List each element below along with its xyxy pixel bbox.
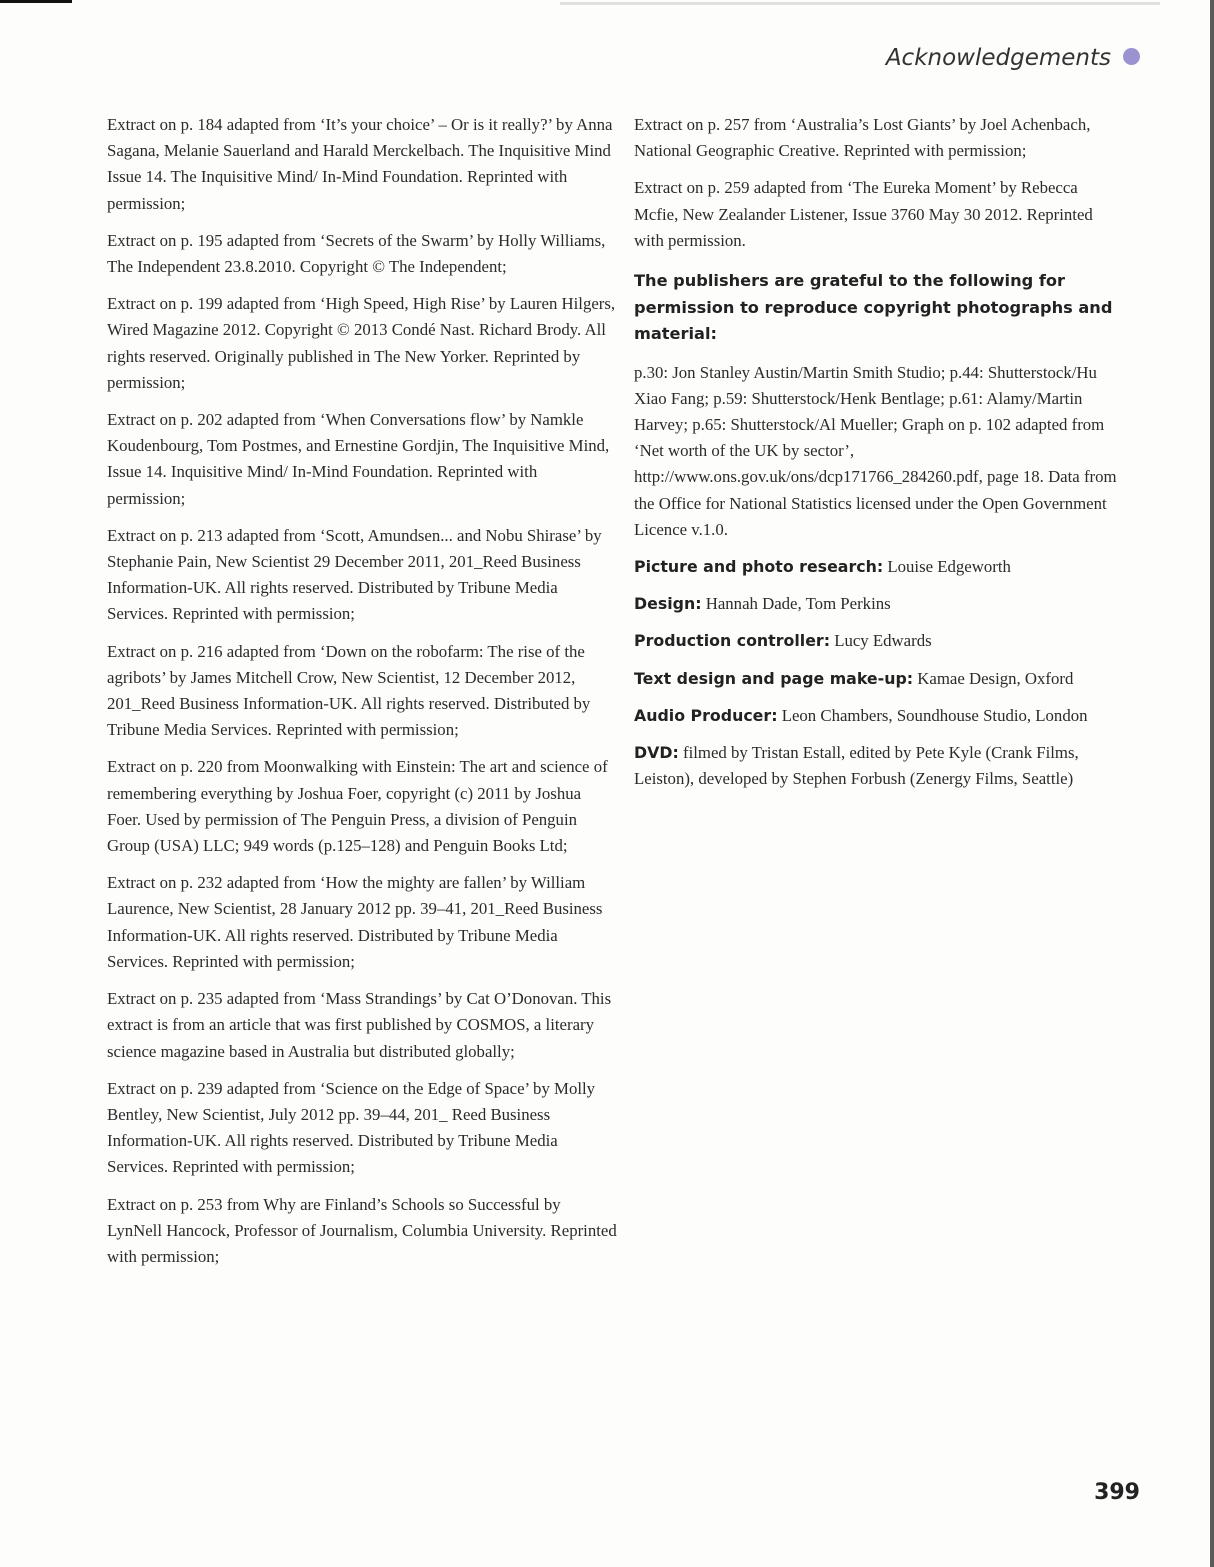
credit-label: Design:: [634, 594, 702, 614]
credit-label: Text design and page make-up:: [634, 668, 914, 688]
crop-mark: [0, 0, 72, 3]
credit-label: Production controller:: [634, 631, 831, 651]
extract-p199: Extract on p. 199 adapted from ‘High Speed, High Rise’ by Lauren Hilgers, Wired Magazine 2012. Copyright © 2013 Condé Nast. Richard Brody. All rights reserved. Originally published in The New Yorker. Reprinted by permission;: [107, 294, 616, 392]
extract-p235: Extract on p. 235 adapted from ‘Mass Strandings’ by Cat O’Donovan. This extract is from an article that was first published by COSMOS, a literary science magazine based in Australia but distributed globally;: [107, 989, 612, 1061]
credit-audio-producer: [634, 703, 1120, 729]
credit-value: Leon Chambers, Soundhouse Studio, London: [781, 705, 1088, 725]
extract-p253: Extract on p. 253 from Why are Finland’s Schools so Successful by LynNell Hancock, Professor of Journalism, Columbia University. Reprinted with permission;: [107, 1194, 617, 1266]
extract-p239: Extract on p. 239 adapted from ‘Science on the Edge of Space’ by Molly Bentley, New Scientist, July 2012 pp. 39–44, 201_ Reed Business Information-UK. All rights reserved. Distributed by Tribune Media Services. Reprinted with permission;: [107, 1078, 596, 1177]
credit-label: Audio Producer:: [634, 705, 778, 725]
extract-p257: Extract on p. 257 from ‘Australia’s Lost Giants’ by Joel Achenbach, National Geographic Creative. Reprinted with permission;: [634, 115, 1091, 161]
credit-production-controller: [634, 628, 1120, 654]
photo-permissions-heading: The publishers are grateful to the following for permission to reproduce copyright photographs and material:: [634, 271, 1113, 344]
running-head: [700, 44, 1140, 78]
credit-value: Lucy Edwards: [834, 631, 932, 651]
extract-p195: Extract on p. 195 adapted from ‘Secrets of the Swarm’ by Holly Williams, The Independent 23.8.2010. Copyright © The Independent;: [107, 230, 606, 277]
extract-p259: Extract on p. 259 adapted from ‘The Eureka Moment’ by Rebecca Mcfie, New Zealander Listener, Issue 3760 May 30 2012. Reprinted with permission.: [634, 178, 1093, 250]
credit-text-design: [634, 666, 1120, 692]
credit-value: Louise Edgeworth: [887, 556, 1011, 576]
credit-dvd: [634, 740, 1120, 792]
photo-credits: p.30: Jon Stanley Austin/Martin Smith Studio; p.44: Shutterstock/Hu Xiao Fang; p.59: Shutterstock/Henk Bentlage; p.61: Alamy/Martin Harvey; p.65: Shutterstock/Al Mueller; Graph on p. 102 adapted from ‘Net worth of the UK by sector’, http://www.ons.gov.uk/ons/dcp171766_284260.pdf, page 18. Data from the Office for National Statistics licensed under the Open Government Licence v.1.0.: [634, 362, 1117, 539]
credit-design: [634, 591, 1120, 617]
scan-edge-right: [1210, 0, 1214, 1567]
extract-p216: Extract on p. 216 adapted from ‘Down on the robofarm: The rise of the agribots’ by James Mitchell Crow, New Scientist, 12 December 2012, 201_Reed Business Information-UK. All rights reserved. Distributed by Tribune Media Services. Reprinted with permission;: [107, 641, 591, 740]
right-column: [634, 112, 1120, 803]
page-number: 399: [1094, 1480, 1140, 1505]
extract-p213: Extract on p. 213 adapted from ‘Scott, Amundsen... and Nobu Shirase’ by Stephanie Pain, New Scientist 29 December 2011, 201_Reed Business Information-UK. All rights reserved. Distributed by Tribune Media Services. Reprinted with permission;: [107, 525, 602, 624]
credit-label: Picture and photo research:: [634, 556, 884, 576]
section-dot-icon: [1123, 48, 1140, 65]
credit-value: Kamae Design, Oxford: [917, 668, 1074, 688]
scan-edge-top: [560, 2, 1160, 5]
extract-p184: Extract on p. 184 adapted from ‘It’s your choice’ – Or is it really?’ by Anna Sagana, Melanie Sauerland and Harald Merckelbach. The Inquisitive Mind Issue 14. The Inquisitive Mind/ In-Mind Foundation. Reprinted with permission;: [107, 115, 613, 213]
credit-picture-research: [634, 554, 1120, 580]
extract-p202: Extract on p. 202 adapted from ‘When Conversations flow’ by Namkle Koudenbourg, Tom Postmes, and Ernestine Gordjin, The Inquisitive Mind, Issue 14. Inquisitive Mind/ In-Mind Foundation. Reprinted with permission;: [107, 410, 610, 508]
extract-p232: Extract on p. 232 adapted from ‘How the mighty are fallen’ by William Laurence, New Scientist, 28 January 2012 pp. 39–41, 201_Reed Business Information-UK. All rights reserved. Distributed by Tribune Media Services. Reprinted with permission;: [107, 873, 603, 971]
left-column: [107, 112, 619, 1281]
extract-p220: Extract on p. 220 from Moonwalking with Einstein: The art and science of remembering everything by Joshua Foer, copyright (c) 2011 by Joshua Foer. Used by permission of The Penguin Press, a division of Penguin Group (USA) LLC; 949 words (p.125–128) and Penguin Books Ltd;: [107, 757, 608, 856]
credit-label: DVD:: [634, 742, 679, 762]
credit-value: Hannah Dade, Tom Perkins: [705, 594, 891, 614]
credit-value: filmed by Tristan Estall, edited by Pete Kyle (Crank Films, Leiston), developed by Stephen Forbush (Zenergy Films, Seattle): [634, 742, 1079, 789]
running-title: Acknowledgements: [885, 44, 1111, 71]
